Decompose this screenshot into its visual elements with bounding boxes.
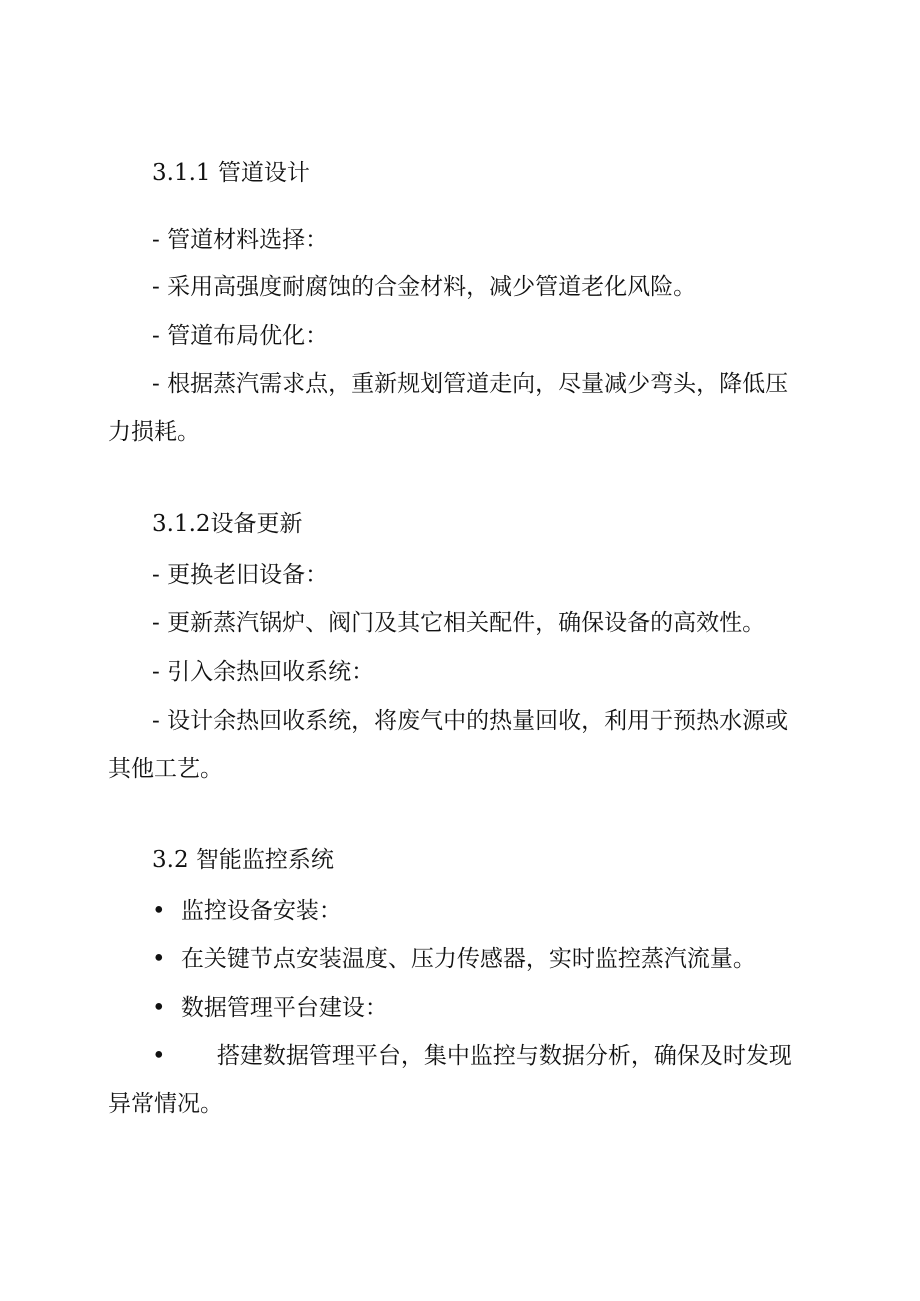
bullet-item-data-platform [152,993,388,1023]
list-item-pipe-layout: - 管道布局优化： [152,323,329,349]
list-item-pipe-material-detail: - 采用高强度耐腐蚀的合金材料，减少管道老化风险。 [152,274,697,300]
section-heading-3-2: 3.2 智能监控系统 [152,847,334,873]
bullet-icon: • [152,1043,166,1069]
list-item-pipe-material: - 管道材料选择： [152,227,329,253]
list-item-pipe-layout-detail-line1: - 根据蒸汽需求点，重新规划管道走向，尽量减少弯头，降低压 [152,371,789,397]
section-heading-3-1-2: 3.1.2设备更新 [152,511,303,537]
bullet-item-data-platform-detail-line2: 异常情况。 [108,1091,223,1117]
bullet-text: 监控设备安装： [180,898,342,924]
bullet-text: 在关键节点安装温度、压力传感器，实时监控蒸汽流量。 [180,946,756,972]
bullet-icon: • [152,995,166,1021]
list-item-replace-equipment-detail: - 更新蒸汽锅炉、阀门及其它相关配件，确保设备的高效性。 [152,610,766,636]
bullet-icon: • [152,898,166,924]
list-item-waste-heat: - 引入余热回收系统： [152,659,375,685]
list-item-waste-heat-detail-line1: - 设计余热回收系统，将废气中的热量回收，利用于预热水源或 [152,708,789,734]
bullet-item-monitor-install [152,896,342,926]
bullet-item-monitor-install-detail [152,944,756,974]
bullet-text: 数据管理平台建设： [180,995,388,1021]
bullet-text: 搭建数据管理平台，集中监控与数据分析，确保及时发现 [216,1043,792,1069]
bullet-item-data-platform-detail-line1 [152,1041,792,1071]
list-item-waste-heat-detail-line2: 其他工艺。 [108,756,223,782]
list-item-pipe-layout-detail-line2: 力损耗。 [108,419,200,445]
list-item-replace-equipment: - 更换老旧设备： [152,562,329,588]
bullet-icon: • [152,946,166,972]
section-heading-3-1-1: 3.1.1 管道设计 [152,160,310,186]
